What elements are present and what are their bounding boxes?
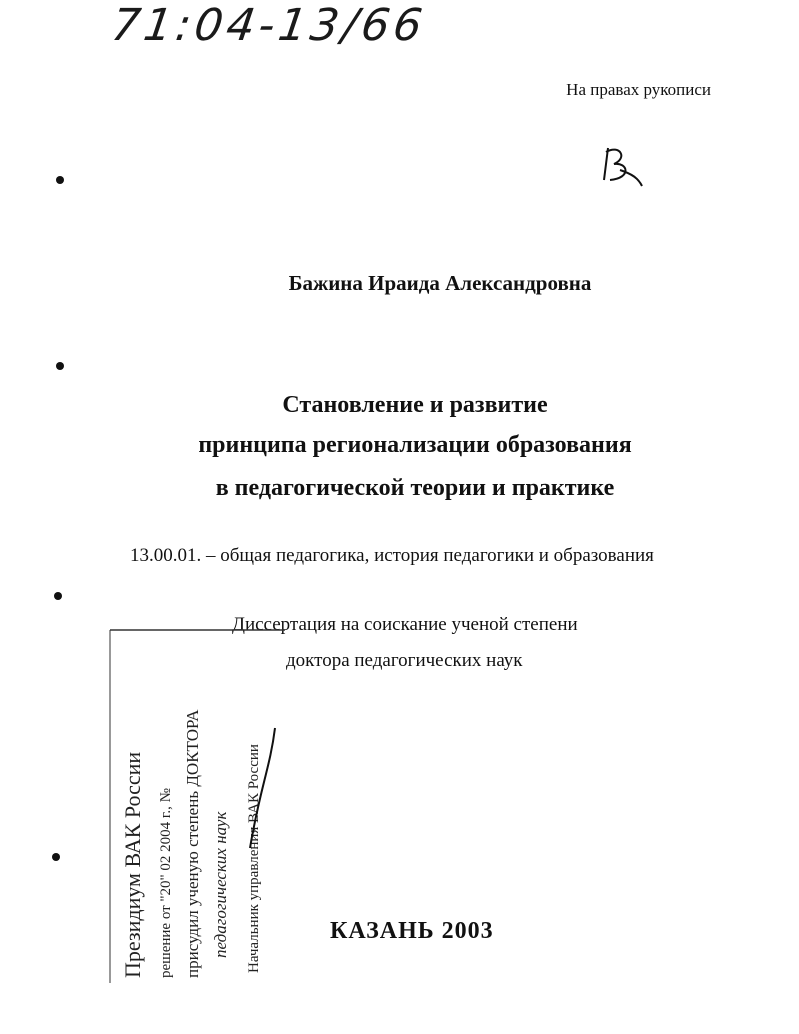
binding-hole-dot: [54, 592, 62, 600]
city-and-year: КАЗАНЬ 2003: [330, 918, 494, 944]
handwritten-archive-number: 71:04-13/66: [108, 0, 430, 51]
binding-hole-dot: [52, 853, 60, 861]
stamp-line-3: присудил ученую степень ДОКТОРА: [183, 709, 202, 978]
title-line-1: Становление и развитие: [282, 392, 548, 418]
vak-approval-stamp: [100, 628, 285, 988]
author-name: Бажина Ираида Александровна: [288, 271, 592, 295]
title-line-3: в педагогической теории и практике: [215, 475, 615, 501]
binding-hole-dot: [56, 176, 64, 184]
stamp-line-4: педагогических наук: [211, 811, 230, 958]
dissertation-line-1: Диссертация на соискание ученой степени: [232, 614, 578, 635]
dissertation-line-2: доктора педагогических наук: [286, 650, 523, 671]
stamp-line-5: Начальник управления ВАК России: [246, 744, 262, 973]
stamp-line-2: решение от "20" 02 2004 г., №: [158, 788, 174, 978]
rights-note: На правах рукописи: [566, 80, 711, 99]
specialty-code: 13.00.01. – общая педагогика, история педагогики и образования: [130, 545, 654, 566]
binding-hole-dot: [56, 362, 64, 370]
title-line-2: принципа регионализации образования: [198, 432, 632, 458]
stamp-line-1: Президиум ВАК России: [120, 751, 145, 978]
signature-mark: [598, 140, 648, 190]
